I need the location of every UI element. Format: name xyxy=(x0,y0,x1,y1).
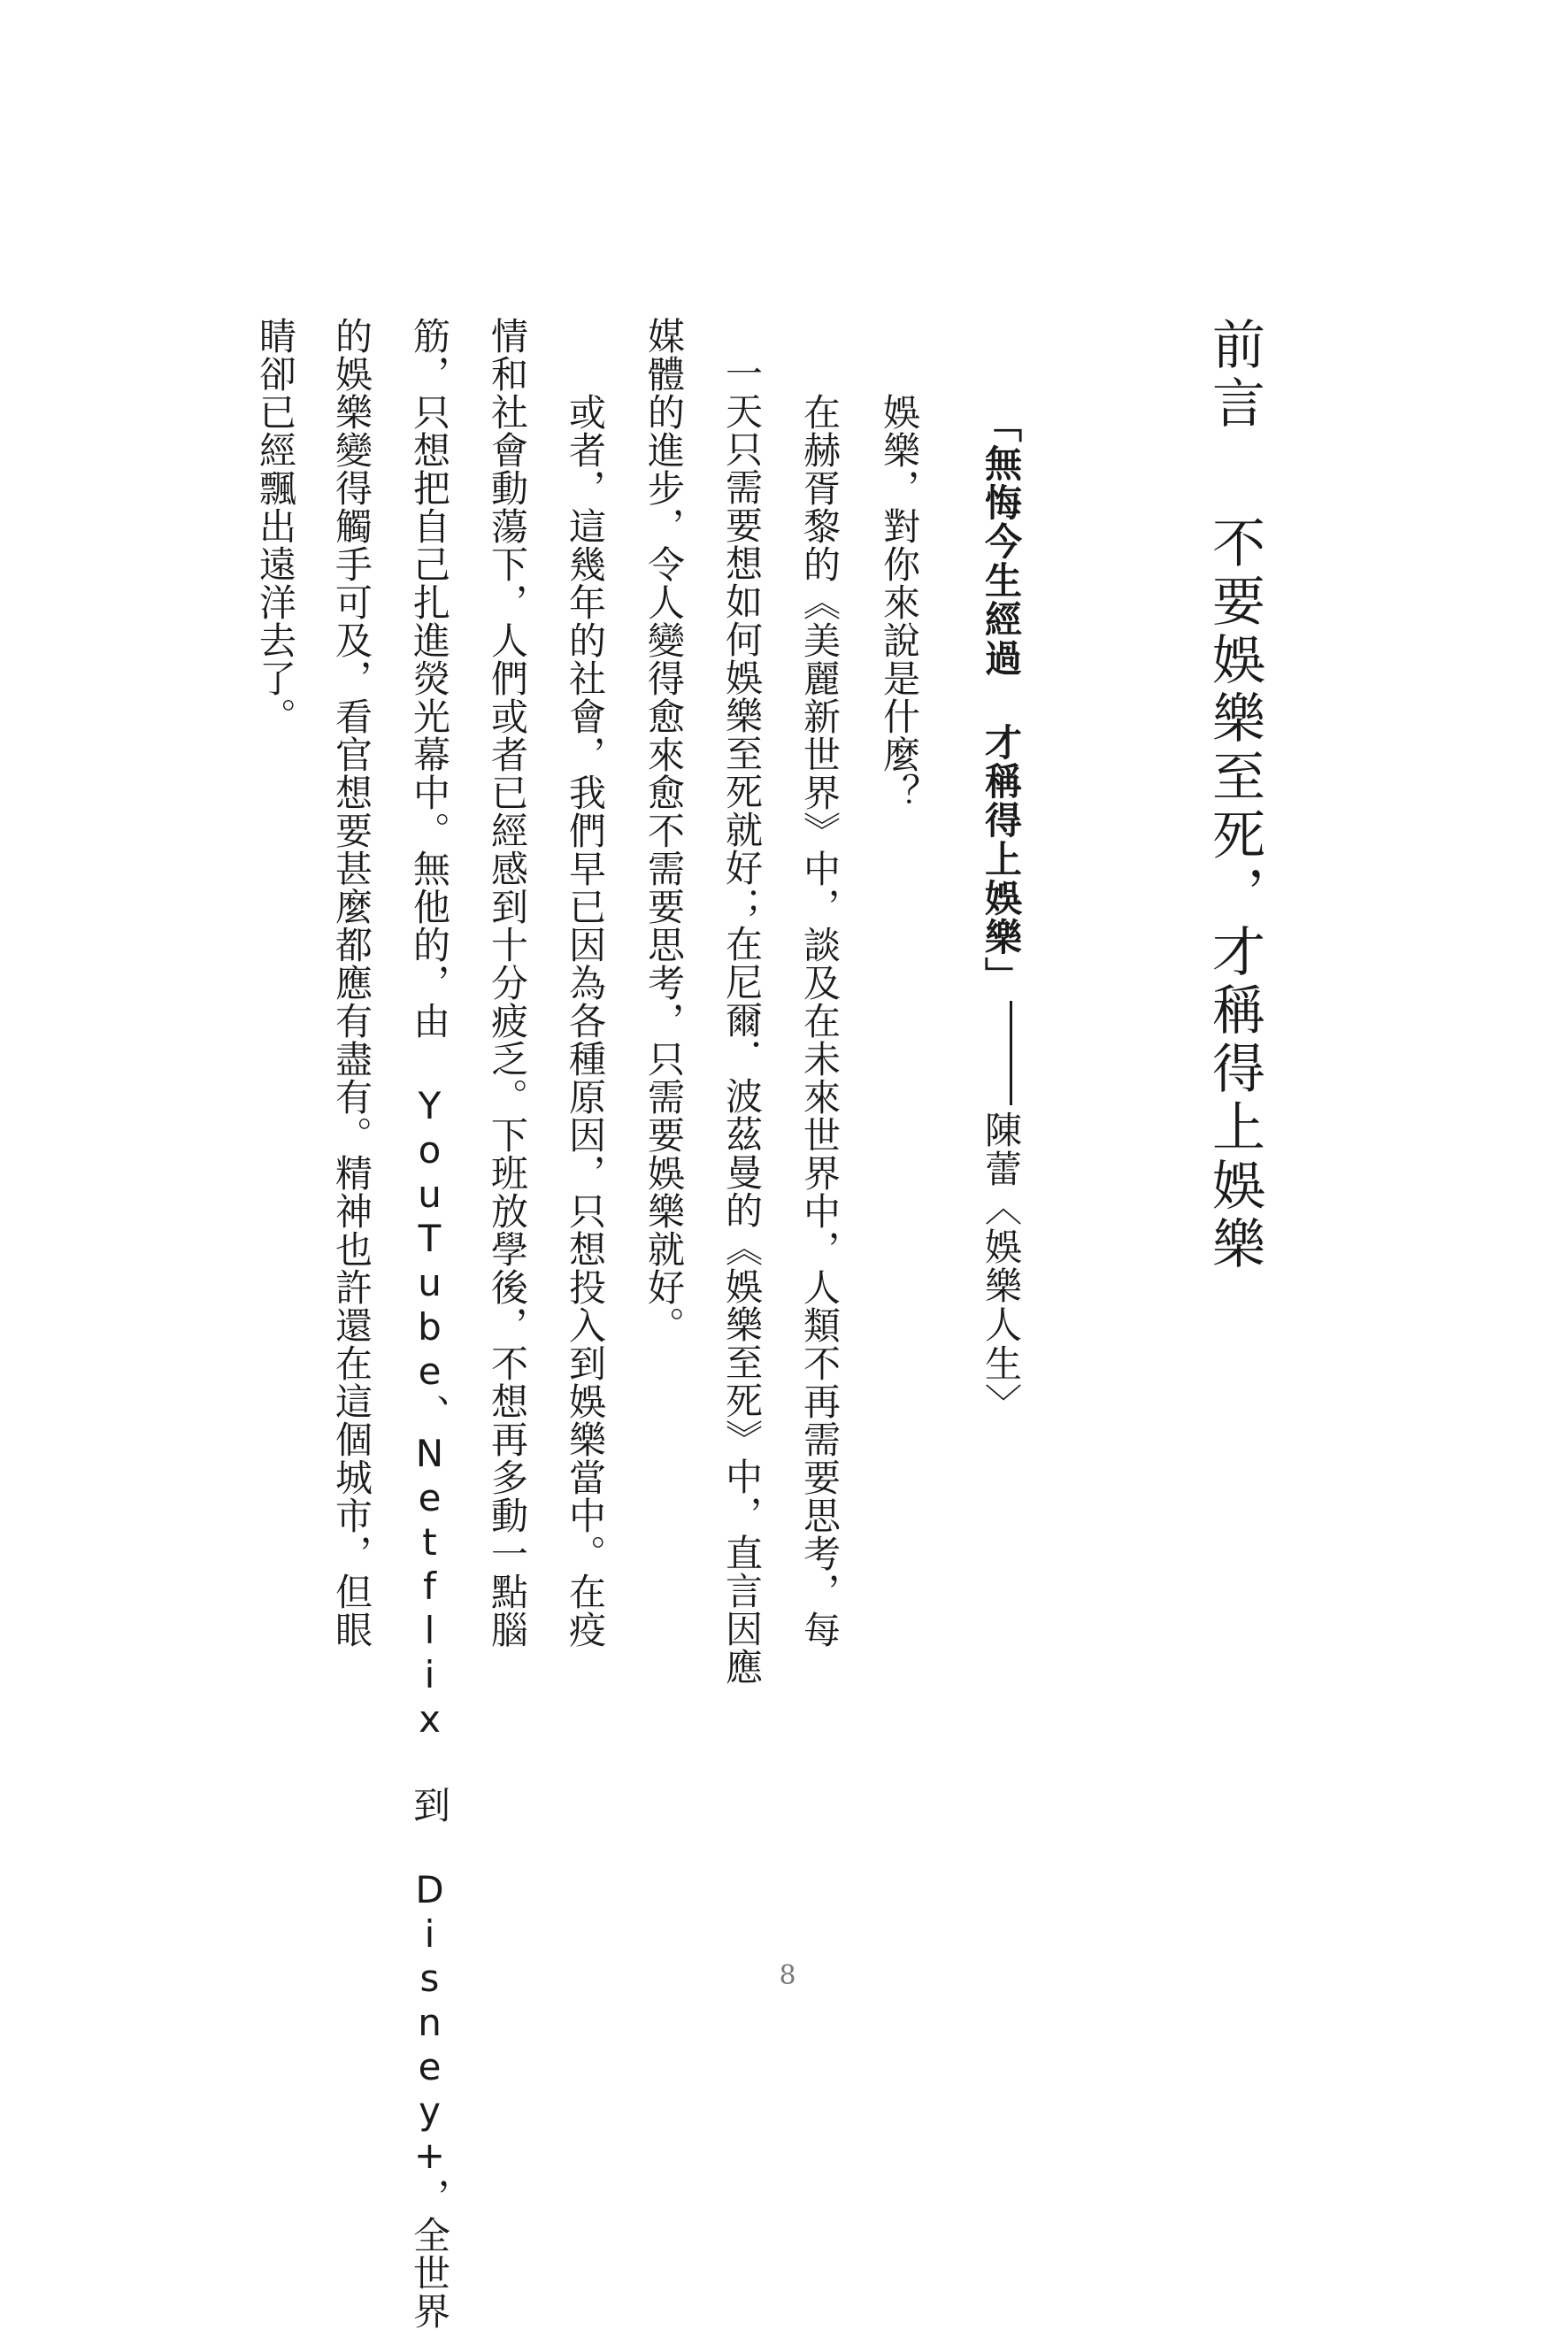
paragraph-3-line-1: 或者，這幾年的社會，我們早已因為各種原因，只想投入到娛樂當中。在疫 xyxy=(564,393,607,1649)
paragraph-3-line-5: 睛卻已經飄出遠洋去了。 xyxy=(254,317,297,735)
em-dash-rule xyxy=(1010,1001,1012,1105)
chapter-title-main: 不要娛樂至死，才稱得上娛樂 xyxy=(1203,515,1265,1274)
chapter-title xyxy=(1203,317,1265,1274)
paragraph-1-line-1: 娛樂，對你來說是什麼？ xyxy=(878,393,921,811)
epigraph-quote: 「無悔今生經過 才稱得上娛樂」 xyxy=(980,405,1023,996)
chapter-title-prefix: 前言 xyxy=(1203,317,1265,434)
page-number: 8 xyxy=(779,1960,796,1991)
paragraph-2-line-3: 媒體的進步，令人變得愈來愈不需要思考，只需要娛樂就好。 xyxy=(642,317,686,1344)
paragraph-2-line-2: 一天只需要想如何娛樂至死就好；在尼爾．波茲曼的《娛樂至死》中，直言因應 xyxy=(720,354,764,1686)
paragraph-3-line-3: 筋，只想把自己扎進熒光幕中。無他的，由 YouTube、Netflix 到 Disney+，全世界 xyxy=(408,317,451,2330)
paragraph-3-line-2: 情和社會動蕩下，人們或者已經感到十分疲乏。下班放學後，不想再多動一點腦 xyxy=(486,317,529,1649)
epigraph-source: 陳蕾〈娛樂人生〉 xyxy=(980,1111,1023,1422)
paragraph-3-line-4: 的娛樂變得觸手可及，看官想要甚麼都應有盡有。精神也許還在這個城市，但眼 xyxy=(330,317,373,1649)
paragraph-2-line-1: 在赫胥黎的《美麗新世界》中，談及在未來世界中，人類不再需要思考，每 xyxy=(798,393,842,1649)
epigraph xyxy=(980,405,1023,1422)
